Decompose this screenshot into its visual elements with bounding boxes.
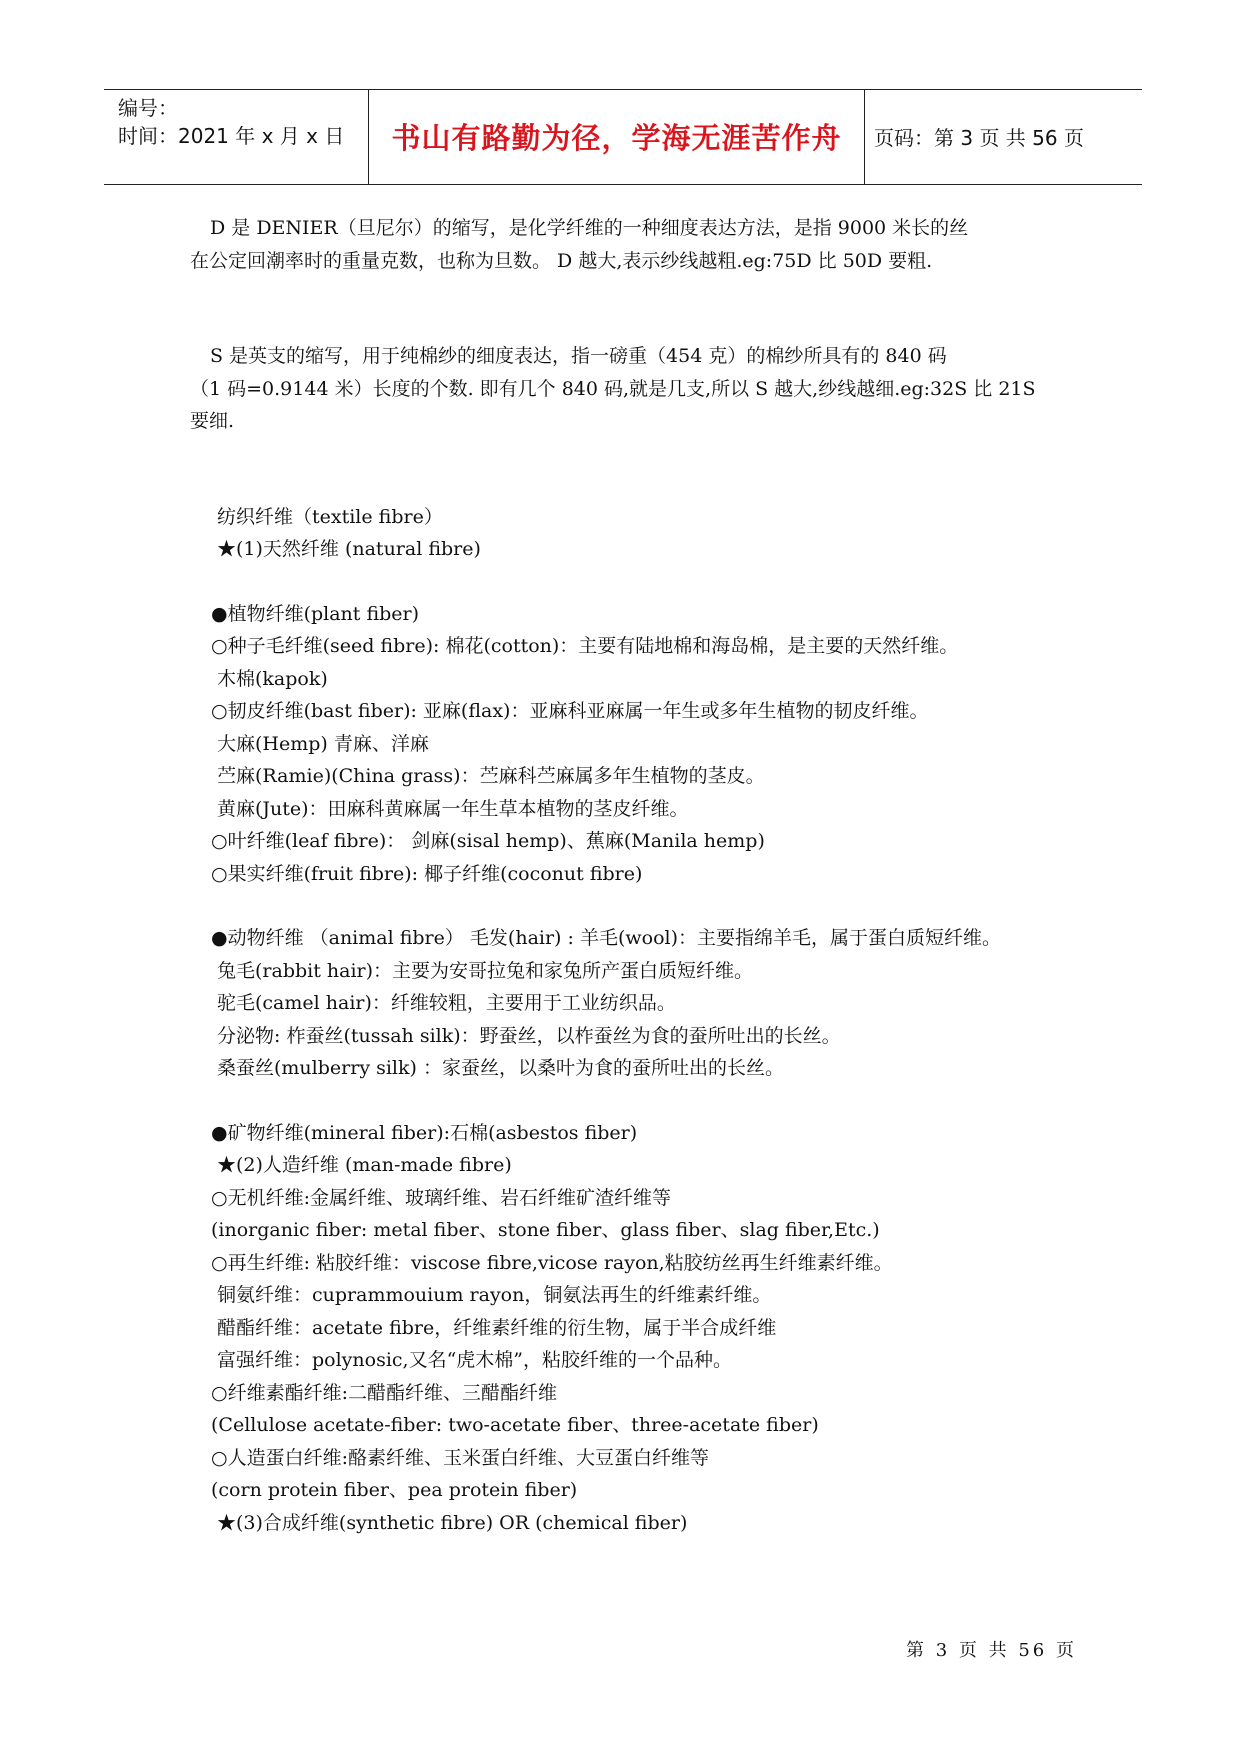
section-animal-fibre xyxy=(190,922,1090,1085)
text-line: （1 码=0.9144 米）长度的个数. 即有几个 840 码,就是几支,所以 S 越大,纱线越细.eg:32S 比 21S xyxy=(190,377,1036,400)
list-item: ●动物纤维 （animal fibre） 毛发(hair) : 羊毛(wool)：主要指绵羊毛，属于蛋白质短纤维。 xyxy=(211,927,1001,949)
paragraph-english-count xyxy=(190,340,1090,438)
list-item: 苎麻(Ramie)(China grass)：苎麻科苎麻属多年生植物的茎皮。 xyxy=(217,765,765,787)
document-number-label: 编号： xyxy=(118,96,178,120)
list-item: 黄麻(Jute)：田麻科黄麻属一年生草本植物的茎皮纤维。 xyxy=(217,797,689,820)
list-item: 富强纤维：polynosic,又名“虎木棉”，粘胶纤维的一个品种。 xyxy=(217,1349,733,1371)
list-item: ○再生纤维: 粘胶纤维：viscose fibre,vicose rayon,粘胶纺丝再生纤维素纤维。 xyxy=(211,1251,893,1274)
list-item: ○无机纤维:金属纤维、玻璃纤维、岩石纤维矿渣纤维等 xyxy=(211,1186,671,1209)
list-item: (Cellulose acetate-fiber: two-acetate fiber、three-acetate fiber) xyxy=(211,1414,819,1436)
list-item: 醋酯纤维：acetate fibre，纤维素纤维的衍生物，属于半合成纤维 xyxy=(217,1316,777,1339)
list-item: ●植物纤维(plant fiber) xyxy=(211,602,420,625)
header-page-label: 页码：第 3 页 共 56 页 xyxy=(874,126,1084,150)
subsection-heading: ★(1)天然纤维 (natural fibre) xyxy=(217,538,481,560)
header-divider-right xyxy=(864,90,865,184)
section-textile-fibre xyxy=(190,501,1090,566)
list-item: 分泌物: 柞蚕丝(tussah silk)：野蚕丝，以柞蚕丝为食的蚕所吐出的长丝。 xyxy=(217,1024,841,1047)
list-item: ●矿物纤维(mineral fiber):石棉(asbestos fiber) xyxy=(211,1121,638,1144)
list-item: 木棉(kapok) xyxy=(217,667,328,690)
list-item: ○果实纤维(fruit fibre): 椰子纤维(coconut fibre) xyxy=(211,862,643,885)
page-header xyxy=(104,89,1142,185)
section-heading: 纺织纤维（textile fibre） xyxy=(217,505,443,528)
page-footer: 第 3 页 共 56 页 xyxy=(906,1640,1077,1661)
list-item: 驼毛(camel hair)：纤维较粗，主要用于工业纺织品。 xyxy=(217,992,676,1014)
list-item: 桑蚕丝(mulberry silk) ：家蚕丝，以桑叶为食的蚕所吐出的长丝。 xyxy=(217,1057,784,1079)
header-meta xyxy=(118,94,344,150)
text-line: S 是英支的缩写，用于纯棉纱的细度表达，指一磅重（454 克）的棉纱所具有的 840 码 xyxy=(210,345,947,367)
list-item: ○韧皮纤维(bast fiber): 亚麻(flax)：亚麻科亚麻属一年生或多年生植物的韧皮纤维。 xyxy=(211,700,929,722)
subsection-heading: ★(3)合成纤维(synthetic fibre) OR (chemical fiber) xyxy=(217,1511,688,1534)
document-time-label: 时间：2021 年 x 月 x 日 xyxy=(118,124,345,148)
text-line: 要细. xyxy=(190,410,235,432)
list-item: (corn protein fiber、pea protein fiber) xyxy=(211,1479,578,1501)
document-body xyxy=(190,212,1090,1539)
section-mineral-and-man-made xyxy=(190,1117,1090,1540)
section-plant-fiber xyxy=(190,598,1090,891)
text-line: D 是 DENIER（旦尼尔）的缩写，是化学纤维的一种细度表达方法，是指 9000 米长的丝 xyxy=(210,217,969,239)
list-item: 兔毛(rabbit hair)：主要为安哥拉兔和家兔所产蛋白质短纤维。 xyxy=(217,959,754,982)
text-line: 在公定回潮率时的重量克数，也称为旦数。 D 越大,表示纱线越粗.eg:75D 比 50D 要粗. xyxy=(190,249,933,272)
list-item: (inorganic fiber: metal fiber、stone fiber、glass fiber、slag fiber,Etc.) xyxy=(211,1219,880,1241)
list-item: 大麻(Hemp) 青麻、洋麻 xyxy=(217,732,429,755)
list-item: ○叶纤维(leaf fibre)： 剑麻(sisal hemp)、蕉麻(Manila hemp) xyxy=(211,830,765,852)
header-motto: 书山有路勤为径，学海无涯苦作舟 xyxy=(391,121,842,155)
list-item: 铜氨纤维：cuprammouium rayon，铜氨法再生的纤维素纤维。 xyxy=(217,1284,772,1306)
list-item: ○种子毛纤维(seed fibre): 棉花(cotton)：主要有陆地棉和海岛棉，是主要的天然纤维。 xyxy=(211,635,959,657)
list-item: ○人造蛋白纤维:酪素纤维、玉米蛋白纤维、大豆蛋白纤维等 xyxy=(211,1446,709,1469)
paragraph-denier xyxy=(190,212,1090,277)
list-item: ○纤维素酯纤维:二醋酯纤维、三醋酯纤维 xyxy=(211,1381,557,1404)
subsection-heading: ★(2)人造纤维 (man-made fibre) xyxy=(217,1154,512,1176)
